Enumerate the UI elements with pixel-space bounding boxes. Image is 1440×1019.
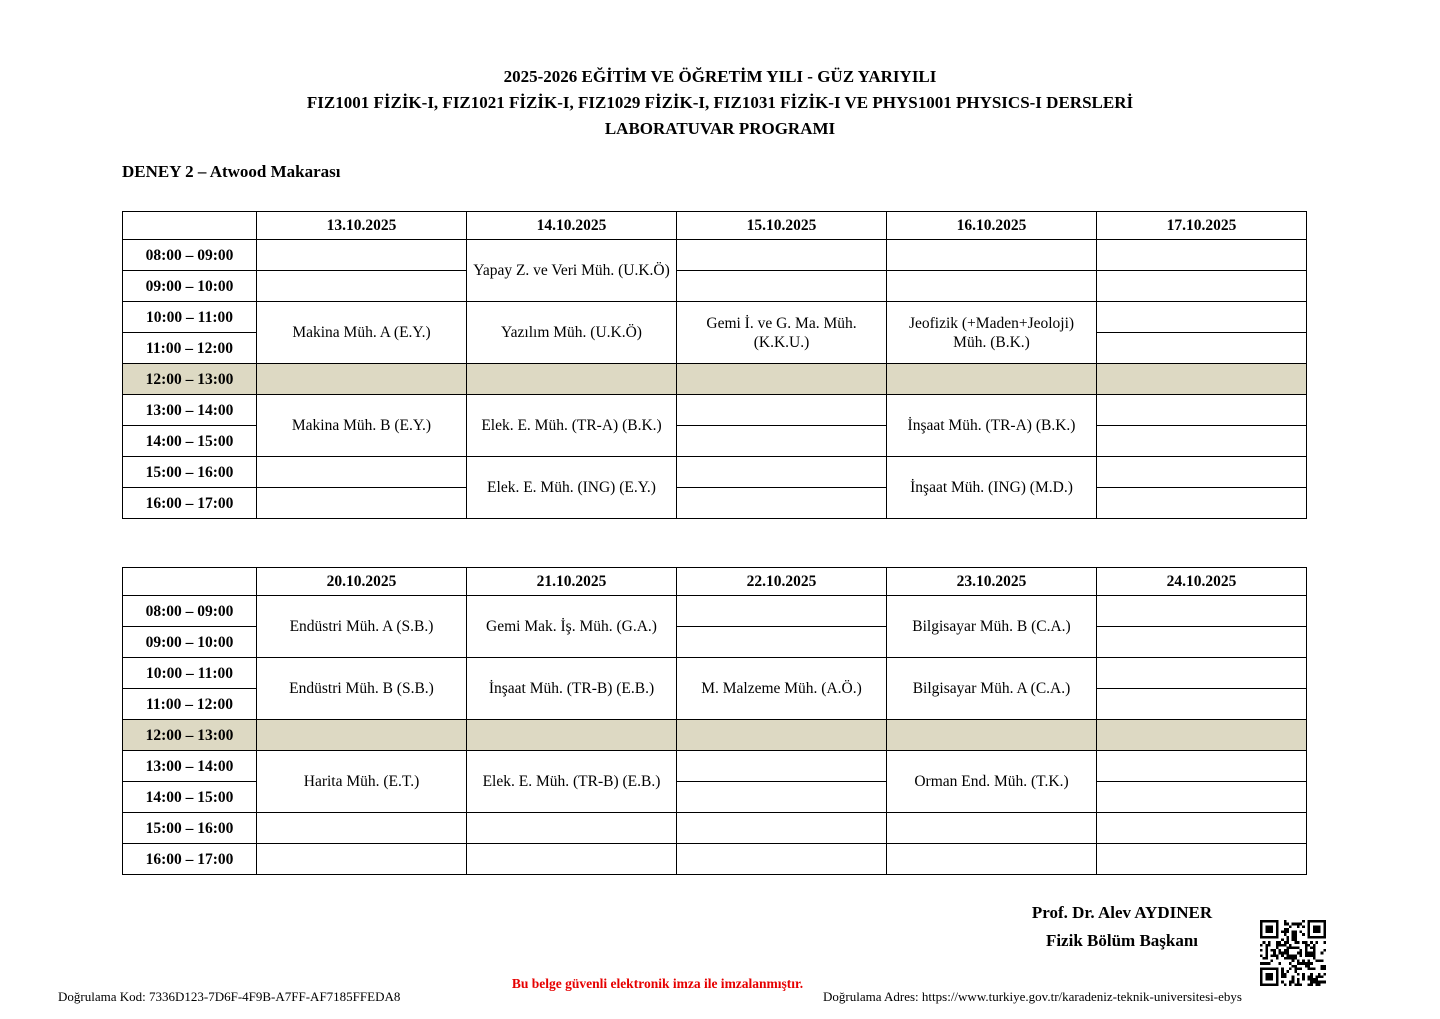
empty-slot xyxy=(1097,426,1307,457)
schedule-table-week2 xyxy=(122,567,1307,875)
schedule-entry: Bilgisayar Müh. B (C.A.) xyxy=(887,596,1097,658)
schedule-entry: Makina Müh. B (E.Y.) xyxy=(257,395,467,457)
empty-slot xyxy=(677,844,887,875)
empty-slot xyxy=(677,240,887,271)
lunch-break-cell xyxy=(467,720,677,751)
schedule-entry: Harita Müh. (E.T.) xyxy=(257,751,467,813)
time-slot-label: 16:00 – 17:00 xyxy=(123,844,257,875)
schedule-entry: Endüstri Müh. A (S.B.) xyxy=(257,596,467,658)
time-slot-label: 13:00 – 14:00 xyxy=(123,751,257,782)
time-slot-label: 12:00 – 13:00 xyxy=(123,720,257,751)
empty-slot xyxy=(1097,627,1307,658)
title-line-3: LABORATUVAR PROGRAMI xyxy=(604,119,836,138)
time-slot-label: 12:00 – 13:00 xyxy=(123,364,257,395)
schedule-entry: Bilgisayar Müh. A (C.A.) xyxy=(887,658,1097,720)
empty-slot xyxy=(677,271,887,302)
empty-slot xyxy=(1097,333,1307,364)
lunch-break-cell xyxy=(1097,720,1307,751)
schedule-entry: Elek. E. Müh. (TR-B) (E.B.) xyxy=(467,751,677,813)
lunch-break-cell xyxy=(257,364,467,395)
date-header: 21.10.2025 xyxy=(467,568,677,596)
empty-slot xyxy=(887,813,1097,844)
schedule-entry: Orman End. Müh. (T.K.) xyxy=(887,751,1097,813)
empty-slot xyxy=(1097,782,1307,813)
schedule-entry: M. Malzeme Müh. (A.Ö.) xyxy=(677,658,887,720)
signature-block xyxy=(972,899,1272,955)
date-header: 14.10.2025 xyxy=(467,212,677,240)
empty-slot xyxy=(1097,751,1307,782)
date-header: 24.10.2025 xyxy=(1097,568,1307,596)
lunch-break-cell xyxy=(257,720,467,751)
time-slot-label: 14:00 – 15:00 xyxy=(123,426,257,457)
empty-slot xyxy=(1097,689,1307,720)
schedule-table-week1 xyxy=(122,211,1307,519)
empty-slot xyxy=(257,488,467,519)
title-line-2: FIZ1001 FİZİK-I, FIZ1021 FİZİK-I, FIZ1029 FİZİK-I, FIZ1031 FİZİK-I VE PHYS1001 PHYSICS-I DERSLERİ xyxy=(306,93,1134,112)
schedule-entry: Yapay Z. ve Veri Müh. (U.K.Ö) xyxy=(467,240,677,302)
schedule-entry: Makina Müh. A (E.Y.) xyxy=(257,302,467,364)
date-header: 20.10.2025 xyxy=(257,568,467,596)
verification-address: Doğrulama Adres: https://www.turkiye.gov.tr/karadeniz-teknik-universitesi-ebys xyxy=(823,989,1242,1004)
schedule-entry: Jeofizik (+Maden+Jeoloji) Müh. (B.K.) xyxy=(887,302,1097,364)
time-slot-label: 14:00 – 15:00 xyxy=(123,782,257,813)
empty-slot xyxy=(1097,658,1307,689)
time-slot-label: 09:00 – 10:00 xyxy=(123,271,257,302)
empty-slot xyxy=(887,271,1097,302)
date-header: 13.10.2025 xyxy=(257,212,467,240)
date-header: 23.10.2025 xyxy=(887,568,1097,596)
signer-name: Prof. Dr. Alev AYDINER xyxy=(1031,903,1213,922)
lunch-break-cell xyxy=(677,364,887,395)
empty-slot xyxy=(1097,271,1307,302)
date-header: 16.10.2025 xyxy=(887,212,1097,240)
schedule-entry: İnşaat Müh. (TR-B) (E.B.) xyxy=(467,658,677,720)
lunch-break-cell xyxy=(1097,364,1307,395)
empty-slot xyxy=(677,488,887,519)
empty-slot xyxy=(1097,302,1307,333)
time-slot-label: 11:00 – 12:00 xyxy=(123,333,257,364)
schedule-entry: Elek. E. Müh. (ING) (E.Y.) xyxy=(467,457,677,519)
date-header: 15.10.2025 xyxy=(677,212,887,240)
time-slot-label: 08:00 – 09:00 xyxy=(123,596,257,627)
signer-role: Fizik Bölüm Başkanı xyxy=(1045,931,1199,950)
empty-slot xyxy=(257,844,467,875)
empty-slot xyxy=(677,813,887,844)
title-line-1: 2025-2026 EĞİTİM VE ÖĞRETİM YILI - GÜZ YARIYILI xyxy=(503,67,937,86)
empty-slot xyxy=(1097,844,1307,875)
empty-slot xyxy=(1097,240,1307,271)
empty-slot xyxy=(1097,596,1307,627)
signed-notice: Bu belge güvenli elektronik imza ile imzalanmıştır. xyxy=(511,976,804,991)
schedule-entry: Endüstri Müh. B (S.B.) xyxy=(257,658,467,720)
document-title xyxy=(0,64,1440,142)
empty-slot xyxy=(257,271,467,302)
empty-slot xyxy=(677,596,887,627)
empty-slot xyxy=(1097,488,1307,519)
empty-slot xyxy=(257,813,467,844)
empty-slot xyxy=(257,240,467,271)
empty-slot xyxy=(1097,457,1307,488)
empty-slot xyxy=(467,813,677,844)
empty-slot xyxy=(677,395,887,426)
empty-slot xyxy=(677,457,887,488)
schedule-entry: Gemi Mak. İş. Müh. (G.A.) xyxy=(467,596,677,658)
time-slot-label: 16:00 – 17:00 xyxy=(123,488,257,519)
schedule-entry: İnşaat Müh. (TR-A) (B.K.) xyxy=(887,395,1097,457)
empty-slot xyxy=(677,782,887,813)
empty-slot xyxy=(887,844,1097,875)
lunch-break-cell xyxy=(887,364,1097,395)
empty-slot xyxy=(677,627,887,658)
lunch-break-cell xyxy=(887,720,1097,751)
time-slot-label: 11:00 – 12:00 xyxy=(123,689,257,720)
empty-slot xyxy=(467,844,677,875)
schedule-entry: Gemi İ. ve G. Ma. Müh. (K.K.U.) xyxy=(677,302,887,364)
time-slot-label: 08:00 – 09:00 xyxy=(123,240,257,271)
empty-slot xyxy=(677,426,887,457)
verification-code: Doğrulama Kod: 7336D123-7D6F-4F9B-A7FF-AF7185FFEDA8 xyxy=(58,989,401,1004)
time-slot-label: 10:00 – 11:00 xyxy=(123,302,257,333)
time-slot-label: 15:00 – 16:00 xyxy=(123,457,257,488)
time-slot-label: 09:00 – 10:00 xyxy=(123,627,257,658)
empty-slot xyxy=(887,240,1097,271)
time-slot-label: 10:00 – 11:00 xyxy=(123,658,257,689)
lunch-break-cell xyxy=(677,720,887,751)
date-header: 17.10.2025 xyxy=(1097,212,1307,240)
schedule-entry: Elek. E. Müh. (TR-A) (B.K.) xyxy=(467,395,677,457)
empty-slot xyxy=(257,457,467,488)
lunch-break-cell xyxy=(467,364,677,395)
empty-slot xyxy=(1097,813,1307,844)
schedule-entry: Yazılım Müh. (U.K.Ö) xyxy=(467,302,677,364)
corner-cell xyxy=(123,212,257,240)
schedule-entry: İnşaat Müh. (ING) (M.D.) xyxy=(887,457,1097,519)
time-slot-label: 13:00 – 14:00 xyxy=(123,395,257,426)
empty-slot xyxy=(677,751,887,782)
experiment-heading: DENEY 2 – Atwood Makarası xyxy=(122,162,341,181)
corner-cell xyxy=(123,568,257,596)
empty-slot xyxy=(1097,395,1307,426)
time-slot-label: 15:00 – 16:00 xyxy=(123,813,257,844)
date-header: 22.10.2025 xyxy=(677,568,887,596)
